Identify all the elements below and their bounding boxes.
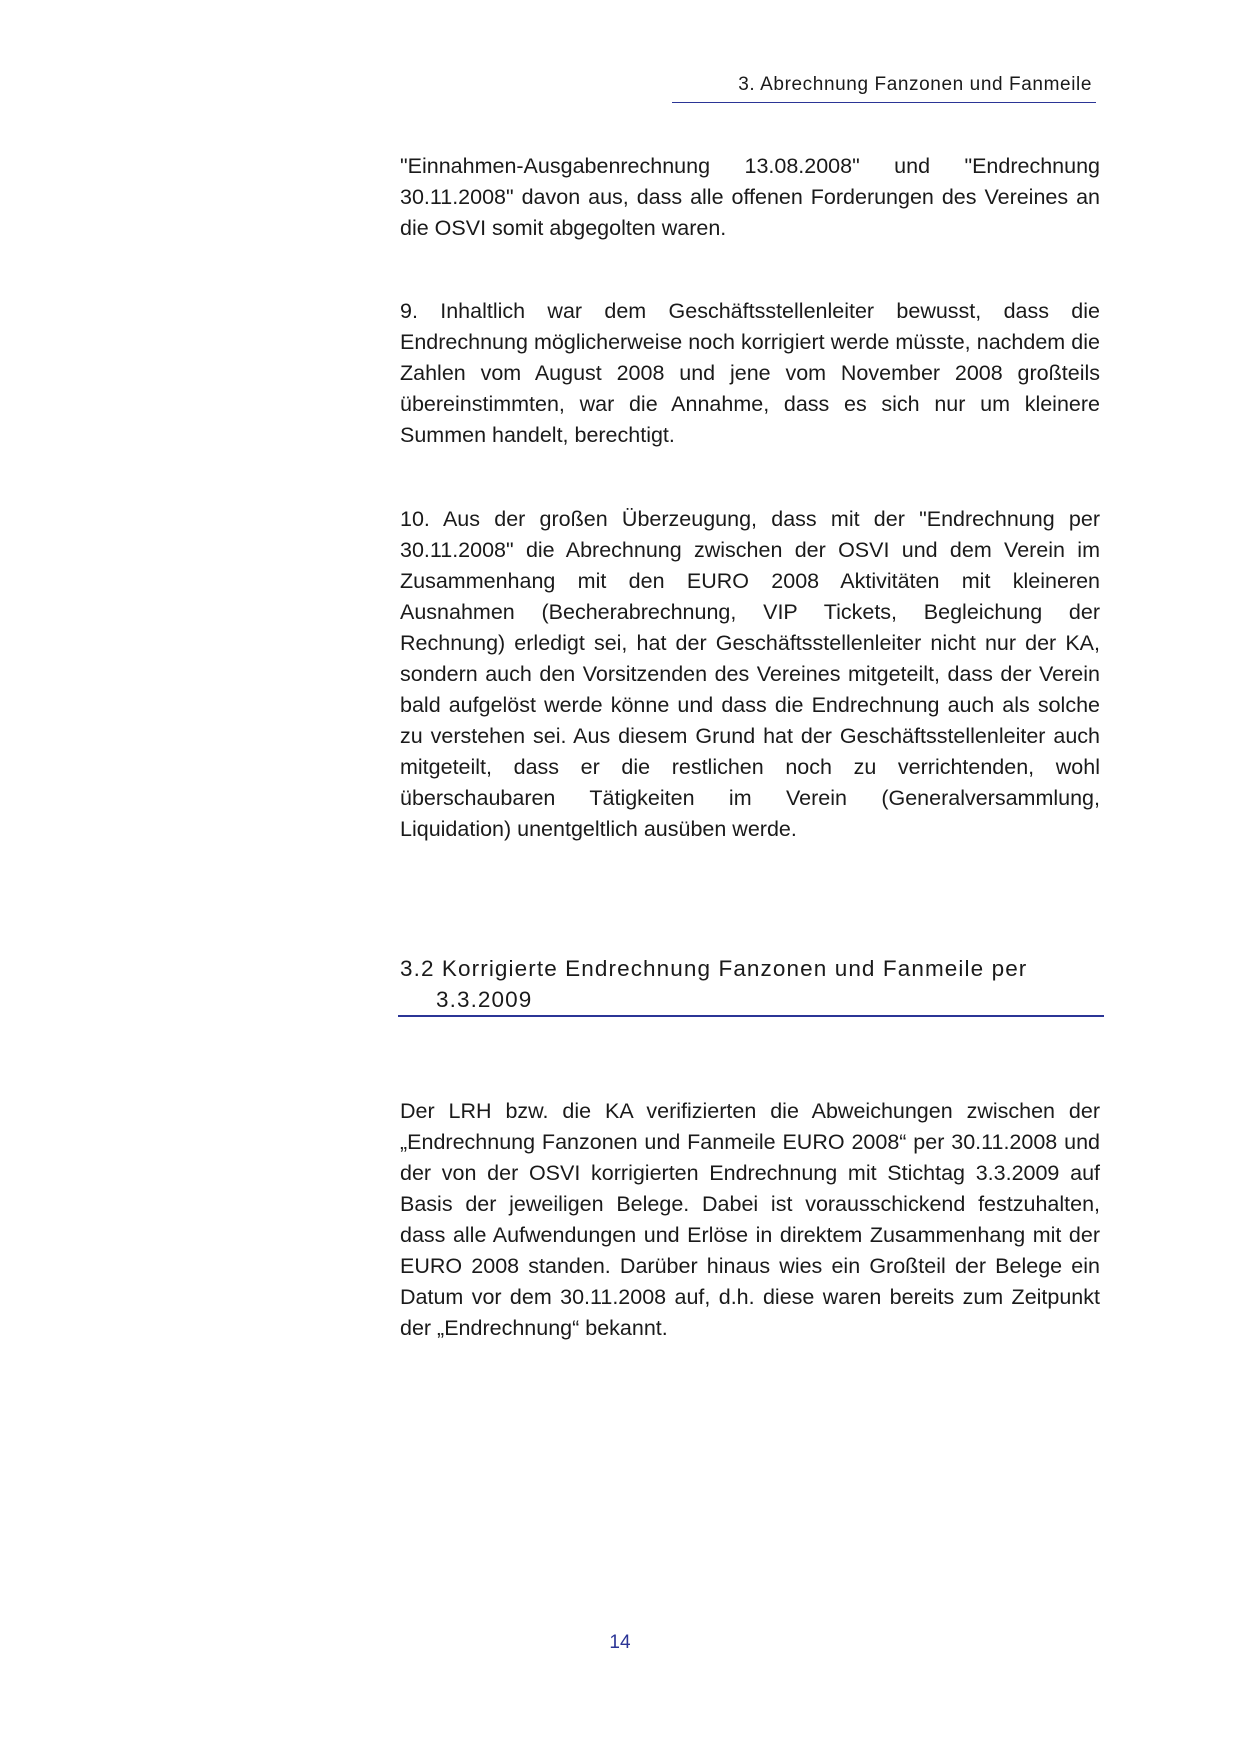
section-heading-3-2	[398, 954, 1104, 1017]
running-header	[672, 72, 1096, 103]
running-header-title: 3. Abrechnung Fanzonen und Fanmeile	[738, 74, 1092, 95]
page-number: 14	[609, 1632, 631, 1653]
section-heading-line1: 3.2 Korrigierte Endrechnung Fanzonen und Fanmeile per	[400, 956, 1028, 981]
paragraph-9: 9. Inhaltlich war dem Geschäftsstellenleiter bewusst, dass die Endrechnung möglicherweise noch korrigiert werde müsste, nachdem die Zahlen vom August 2008 und jene vom November 2008 großteils übereinstimmten, war die Annahme, dass es sich nur um kleinere Summen handelt, berechtigt.	[400, 299, 1100, 447]
section-heading-line2: 3.3.2009	[436, 987, 533, 1012]
paragraph-section-3-2: Der LRH bzw. die KA verifizierten die Abweichungen zwischen der „Endrechnung Fanzonen und Fanmeile EURO 2008“ per 30.11.2008 und der von der OSVI korrigierten Endrechnung mit Stichtag 3.3.2009 auf Basis der jeweiligen Belege. Dabei ist vorausschickend festzuhalten, dass alle Aufwendungen und Erlöse in direktem Zusammenhang mit der EURO 2008 standen. Darüber hinaus wies ein Großteil der Belege ein Datum vor dem 30.11.2008 auf, d.h. diese waren bereits zum Zeitpunkt der „Endrechnung“ bekannt.	[400, 1099, 1100, 1340]
paragraph-10: 10. Aus der großen Überzeugung, dass mit der "Endrechnung per 30.11.2008" die Abrechnung zwischen der OSVI und dem Verein im Zusammenhang mit den EURO 2008 Aktivitäten mit kleineren Ausnahmen (Becherabrechnung, VIP Tickets, Begleichung der Rechnung) erledigt sei, hat der Geschäftsstellenleiter nicht nur der KA, sondern auch den Vorsitzenden des Vereines mitgeteilt, dass der Verein bald aufgelöst werde könne und dass die Endrechnung auch als solche zu verstehen sei. Aus diesem Grund hat der Geschäftsstellenleiter auch mitgeteilt, dass er die restlichen noch zu verrichtenden, wohl überschaubaren Tätigkeiten im Verein (Generalversammlung, Liquidation) unentgeltlich ausüben werde.	[400, 507, 1100, 841]
paragraph-continuation: "Einnahmen-Ausgabenrechnung 13.08.2008" und "Endrechnung 30.11.2008" davon aus, dass alle offenen Forderungen des Vereines an die OSVI somit abgegolten waren.	[400, 154, 1100, 240]
